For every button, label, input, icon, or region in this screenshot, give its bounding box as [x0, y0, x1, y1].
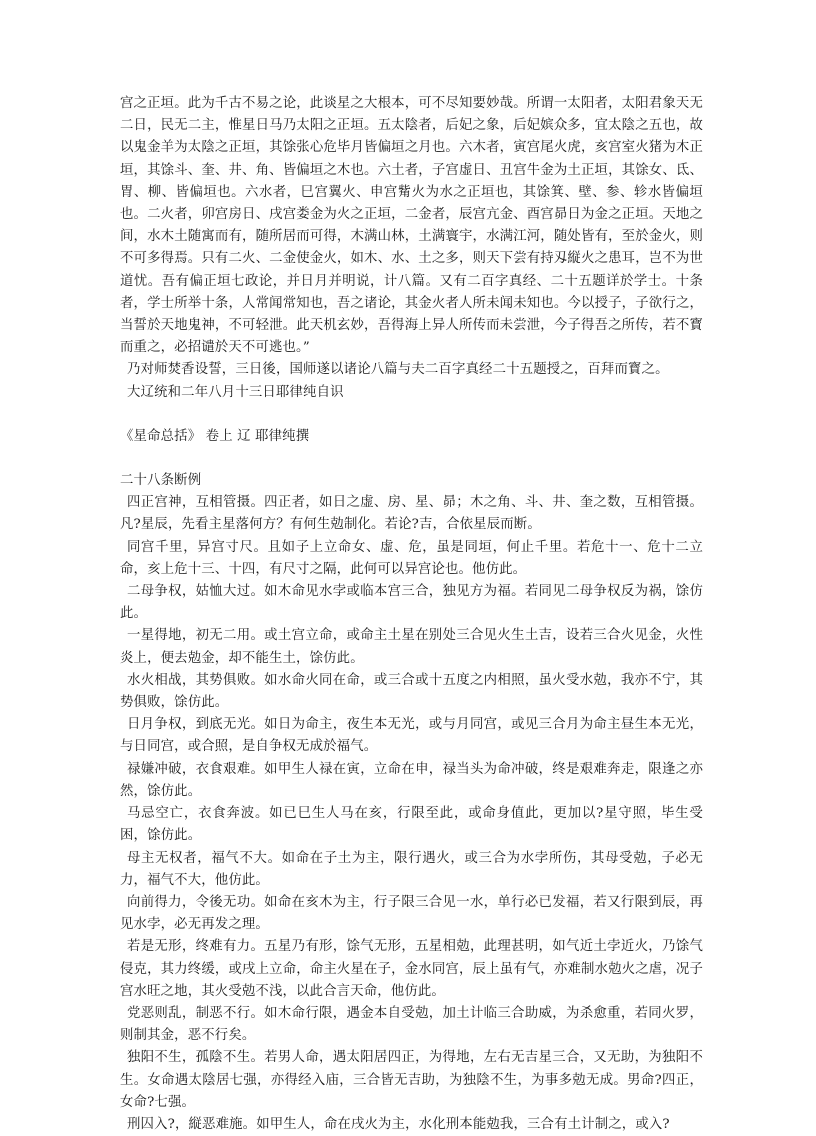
signature-line: 大辽统和二年八月十三日耶律纯自识 — [127, 384, 344, 400]
rule-item: 刑囚入?，縦恶难施。如甲生人，命在戌火为主，水化刑本能勊我，三合有土计制之，或入? — [127, 1116, 670, 1132]
rule-item: 独阳不生，孤陰不生。若男人命，遇太阳居四正，为得地，左右无吉星三合，又无助，为独阳不生。女命遇太陰居七强，亦得经入庙，三合皆无吉助，为独陰不生，为事多勊无成。男命?四正，女命?七强。 — [120, 1050, 703, 1110]
rule-item: 若是无形，终难有力。五星乃有形，馀气无形，五星相勊，此理甚明，如气近土孛近火，乃馀气侵克，其力终缓，或戌上立命，命主火星在子，金水同宫，辰上虽有气，亦难制水勊火之虐，况子宫水旺之地，其火受勊不浅，以此合言天命，他仿此。 — [120, 939, 703, 999]
rule-item: 党恶则乱，制恶不行。如木命行限，遇金本自受勊，加土计临三合助威，为杀愈重，若同火罗，则制其金，恶不行矣。 — [120, 1005, 703, 1044]
rule-item: 向前得力，令後无功。如命在亥木为主，行子限三合见一水，单行必已发福，若又行限到辰，再见水孛，必无再发之理。 — [120, 894, 703, 933]
spacer — [120, 404, 703, 426]
spacer — [120, 448, 703, 470]
rule-item: 四正宫神，互相管摄。四正者，如日之虚、房、星、昴；木之角、斗、井、奎之数，互相管摄。凡?星辰，先看主星落何方？有何生勊制化。若论?吉，合依星辰而断。 — [120, 495, 703, 533]
intro-paragraph-2: 乃对师焚香设誓，三日後，国师遂以诸论八篇与夫二百字真经二十五题授之，百拜而寳之。 — [127, 362, 669, 378]
rule-item: 二母争权，姑恤大过。如木命见水孛或临本宫三合，独见方为福。若同见二母争权反为祸，馀仿此。 — [120, 584, 703, 622]
rule-item: 日月争权，到底无光。如日为命主，夜生本无光，或与月同宫，或见三合月为命主昼生本无光，与日同宫，或合照，是自争权无成於福气。 — [120, 717, 703, 755]
rule-item: 禄嫌冲破，衣食艰难。如甲生人禄在寅，立命在申，禄当头为命冲破，终是艰难奔走，限逢之亦然，馀仿此。 — [120, 761, 703, 799]
rule-item: 水火相战，其势俱败。如水命火同在命，或三合或十五度之内相照，虽火受水勊，我亦不宁，其势俱败，馀仿此。 — [120, 672, 703, 711]
rule-item: 一星得地，初无二用。或土宫立命，或命主土星在别处三合见火生土吉，设若三合火见金，火性炎上，便去勊金，却不能生土，馀仿此。 — [120, 628, 703, 666]
intro-paragraph-1: 宫之正垣。此为千古不易之论，此谈星之大根本，可不尽知要妙哉。所谓一太阳者，太阳君象天无二日，民无二主，惟星日马乃太阳之正垣。五太陰者，后妃之象，后妃嫔众多，宜太陰之五也，故以鬼金羊为太陰之正垣，其馀张心危毕月皆偏垣之月也。六木者，寅宫尾火虎，亥宫室火猪为木正垣，其馀斗、奎、井、角、皆偏垣之木也。六土者，子宫虚日、丑宫牛金为土正垣，其馀女、氐、胃、柳、皆偏垣也。六水者，巳宫翼火、申宫觜火为水之正垣也，其馀箕、壁、参、轸水皆偏垣也。二火者，卯宫房日、戌宫娄金为火之正垣，二金者，辰宫亢金、酉宫昴日为金之正垣。天地之间，水木土随寓而有，随所居而可得，木满山林，土满寰宇，水满江河，随处皆有，至於金火，则不可多得焉。只有二火、二金使金火，如木、水、土之多，则天下尝有持刄縦火之患耳，岂不为世道忧。吾有偏正垣七政论，并日月并明说，计八篇。又有二百字真经、二十五题详於学士。十条者，学士所举十条，人常闻常知也，吾之诸论，其金火者人所未闻未知也。今以授子，子欲行之，当誓於天地鬼神，不可轻泄。此天机玄妙，吾得海上异人所传而未尝泄，今子得吾之所传，若不寳而重之，必招谴於天不可逃也。” — [120, 96, 703, 356]
rule-item: 同宫千里，异宫寸尺。且如子上立命女、虚、危，虽是同垣，何止千里。若危十一、危十二立命，亥上危十三、十四，有尺寸之隔，此何可以异宫论也。他仿此。 — [120, 539, 703, 577]
rules-list — [120, 492, 703, 1136]
rule-item: 母主无权者，福气不大。如命在子土为主，限行遇火，或三合为水孛所伤，其母受勊，子必无力，福气不大，他仿此。 — [120, 850, 703, 888]
book-title: 《星命总括》 卷上 辽 耶律纯撰 — [120, 428, 310, 444]
section-heading: 二十八条断例 — [120, 473, 202, 489]
rule-item: 马忌空亡，衣食奔波。如已巳生人马在亥，行限至此，或命身值此，更加以?星守照，毕生受困，馀仿此。 — [120, 806, 703, 844]
